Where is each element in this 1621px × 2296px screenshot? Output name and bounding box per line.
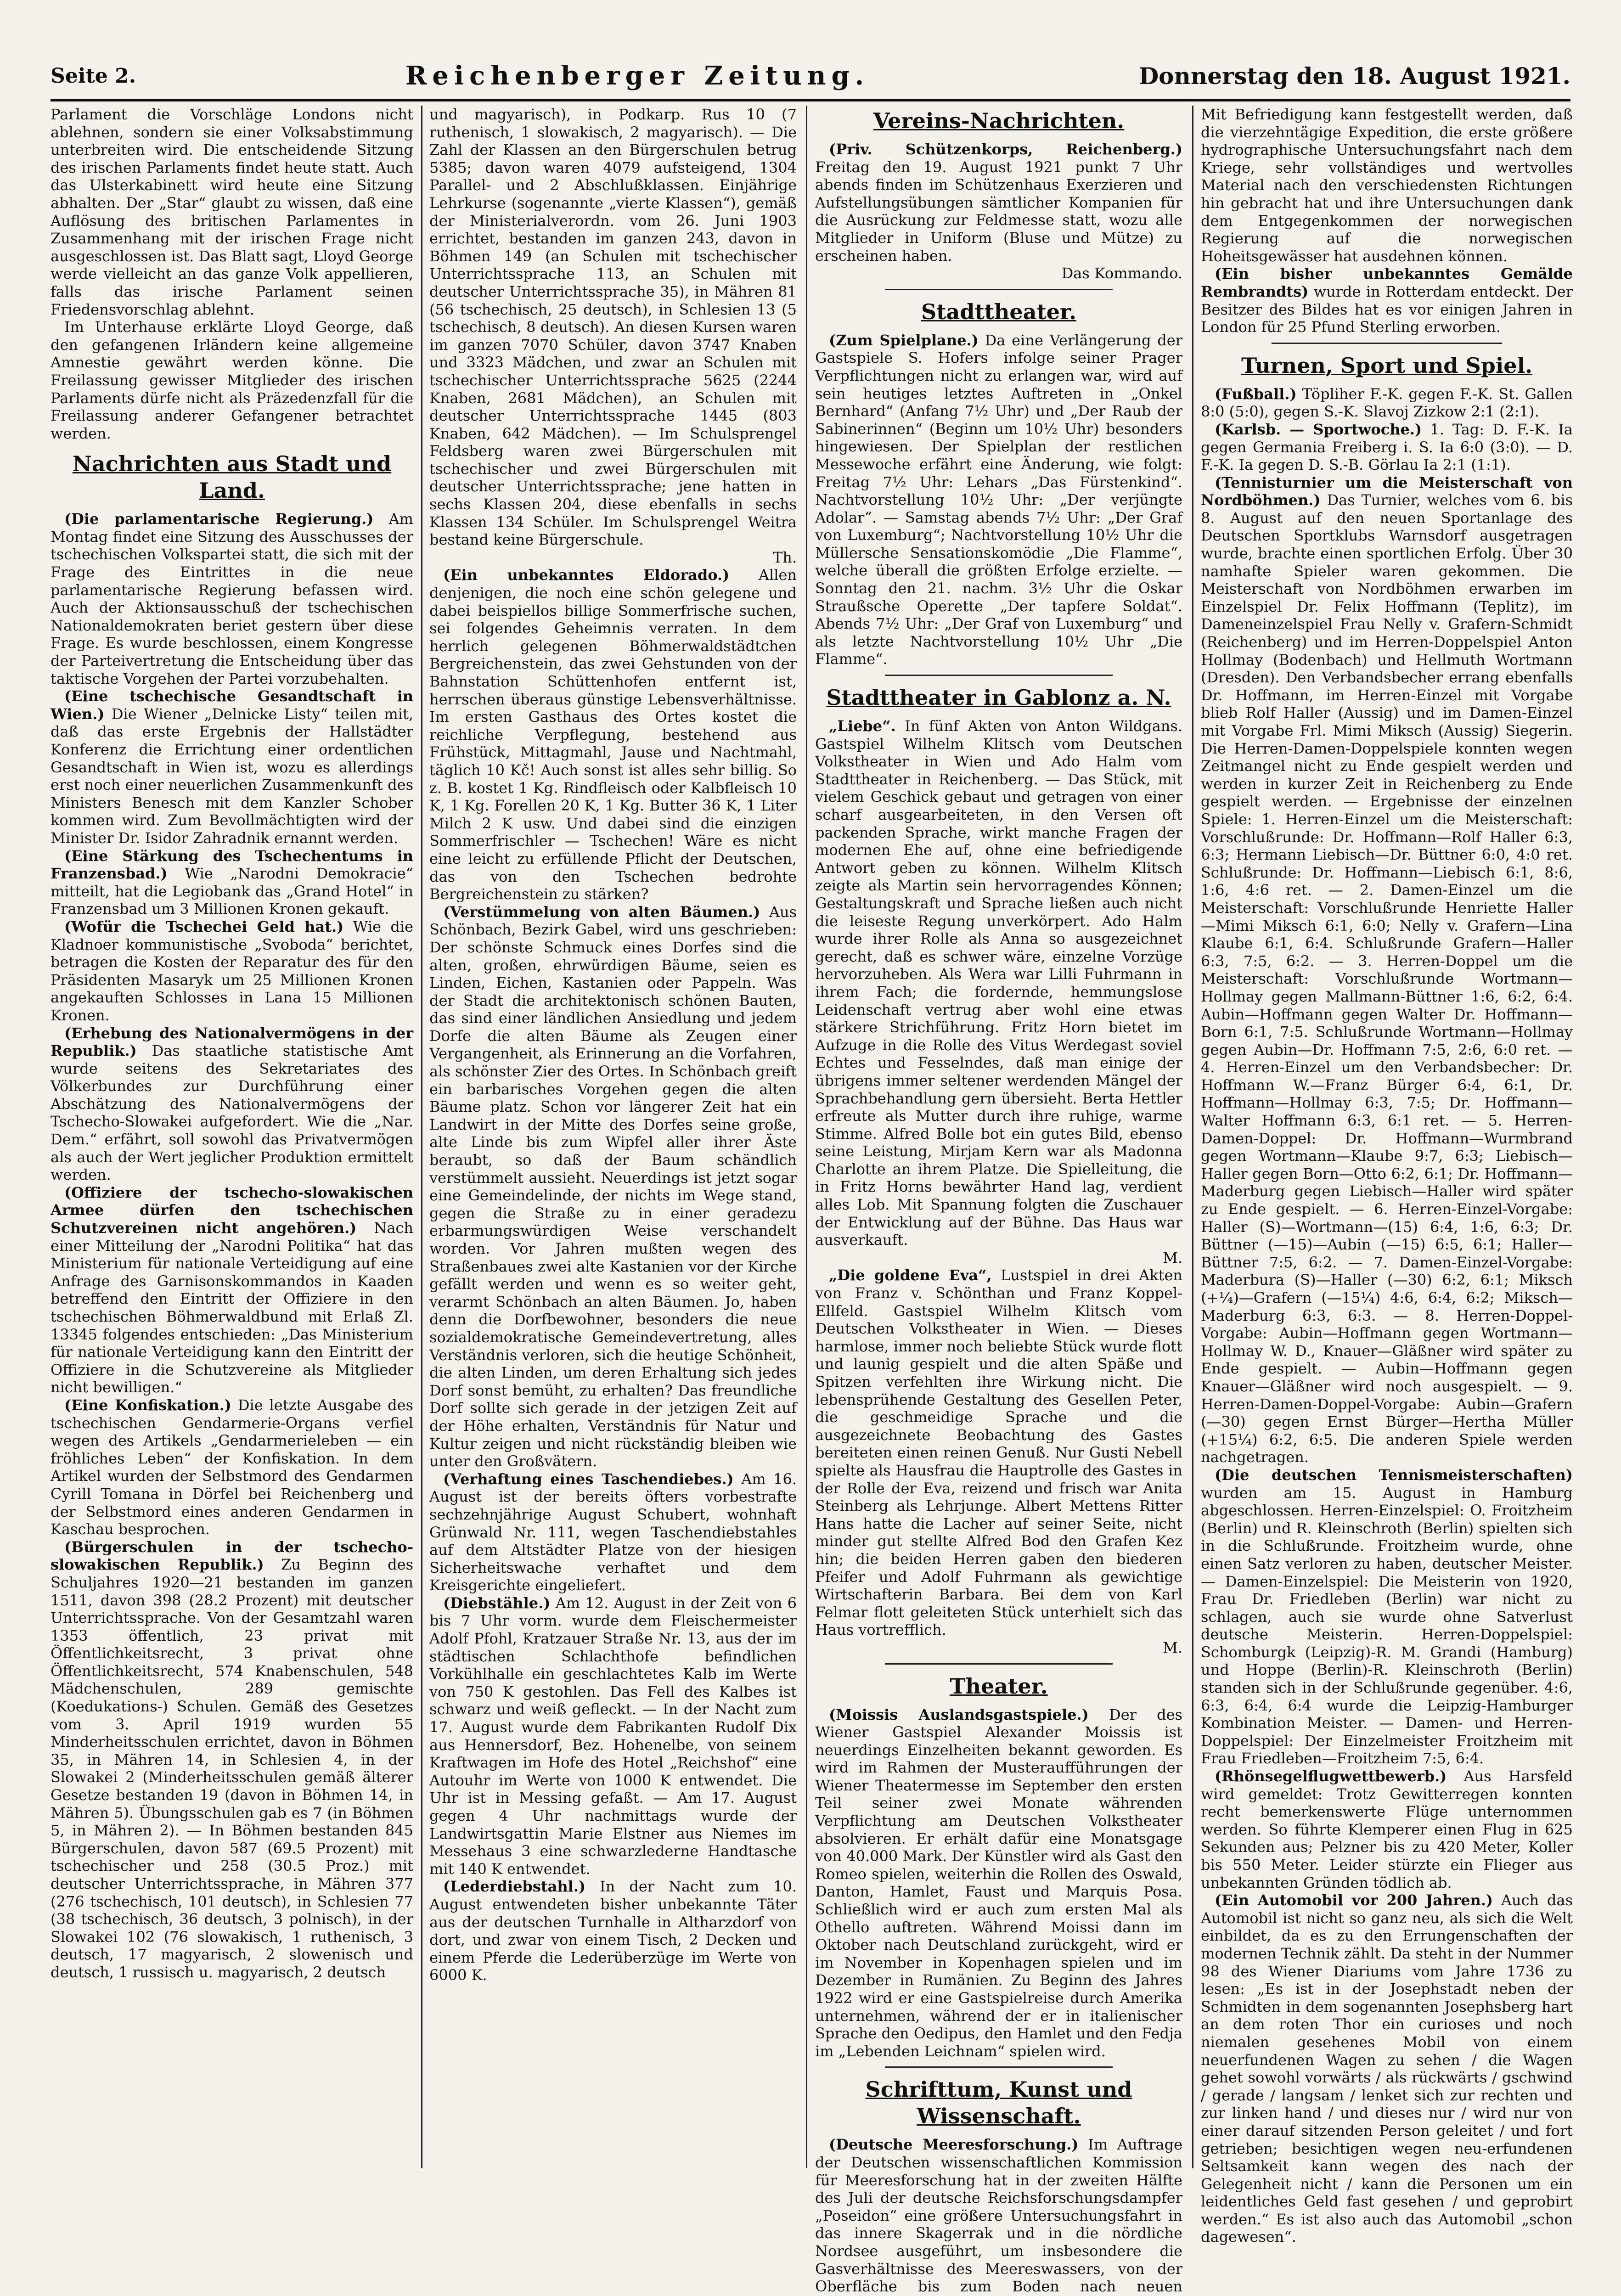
- news-item-body: Am 12. August in der Zeit von 6 bis 7 Uhr vorm. wurde dem Fleischermeister Adolf Pfohl, Kratzauer Straße Nr. 13, aus der im städtischen Schlachthofe befindlichen Vorkühlhalle ein geschlachtetes Kalb im Werte von 750 K gestohlen. Das Fell des Kalbes ist schwarz und weiß gefleckt. — In der Nacht zum 17. August wurde dem Fabrikanten Rudolf Dix aus Hennersdorf, Bez. Hohenelbe, von seinem Kraftwagen im Hofe des Hotel „Reichshof“ eine Autouhr im Werte von 1000 K entwendet. Die Uhr ist in Messing gefaßt. — Am 17. August gegen 4 Uhr nachmittags wurde der Landwirtsgattin Marie Elstner aus Niemes im Messehaus 3 eine schwarzlederne Handtasche mit 140 K entwendet.: [429, 1594, 797, 1878]
- column-3: [815, 106, 1183, 2296]
- column-divider: [1192, 106, 1193, 2168]
- news-item: [815, 1266, 1182, 1638]
- news-item-body: Im Auftrage der Deutschen wissenschaftlichen Kommission für Meeresforschung hat in der zweiten Hälfte des Juli der deutsche Reichsforschungsdampfer „Poseidon“ eine größere Untersuchungsfahrt in das innere Skagerrak und in die nördliche Nordsee ausgeführt, um insbesondere die Gasverhältnisse des Meereswassers, von der Oberfläche bis zum Boden nach neuen: [815, 2136, 1182, 2296]
- column-4: [1201, 106, 1573, 2246]
- page-header: [51, 55, 1570, 96]
- news-item: [51, 847, 413, 918]
- column-divider: [421, 106, 422, 2168]
- news-item: [1201, 1466, 1573, 1767]
- news-item-title: (Die deutschen Tennismeisterschaften): [1215, 1466, 1573, 1484]
- news-item-title: (Rhönsegelflugwettbewerb.): [1215, 1767, 1447, 1785]
- section-heading: Theater.: [950, 1673, 1048, 1699]
- news-item-title: (Wofür die Tschechei Geld hat.): [64, 917, 344, 935]
- news-item-body: Aus Schönbach, Bezirk Gabel, wird uns geschrieben: Der schönste Schmuck eines Dorfes sind die alten, großen, ehrwürdigen Bäume, seien es Linden, Eichen, Kastanien oder Pappeln. Was der Stadt die architektonisch schönen Bauten, das sind einer ländlichen Ansiedlung und jedem Dorfe die alten Bäume als Zeugen einer Vergangenheit, als Erinnerung an die Vorfahren, als schönster Zier des Ortes. In Schönbach greift ein barbarisches Vorgehen gegen die alten Bäume platz. Schon vor längerer Zeit hat ein Landwirt in der Mitte des Dorfes seine große, alte Linde bis zum Wipfel aller ihrer Äste beraubt, so daß der Baum schändlich verstümmelt aussieht. Neuerdings ist jetzt sogar eine Gemeindelinde, der nichts im Wege stand, gegen die Straße zu in einer geradezu erbarmungswürdigen Weise verschandelt worden. Vor Jahren mußten wegen des Straßenbaues zwei alte Kastanien vor der Kirche gefällt werden und wenn es so weiter geht, verarmt Schönbach an alten Bäumen. Jo, haben denn die Dorfbewohner, besonders die neue sozialdemokratische Gemeindevertretung, alles Verständnis verloren, sich die heutige Schönheit, die alten Linden, um deren Erhaltung sich jedes Dorf sonst bemüht, zu erhalten? Das freundliche Dorf sollte sich gerade in der jetzigen Zeit auf der Höhe erhalten, Verständnis für Natur und Kultur zeigen und nicht rückständig bleiben wie unter den Großvätern.: [429, 903, 797, 1470]
- news-item-body: Am 16. August ist der bereits öfters vorbestrafte sechzehnjährige August Schubert, wohnhaft Grünwald Nr. 111, wegen Taschendiebstahles auf dem Altstädter Platze von der hiesigen Sicherheitswache verhaftet und dem Kreisgerichte eingeliefert.: [429, 1470, 797, 1594]
- section-heading: Nachrichten aus Stadt und Land.: [72, 451, 392, 503]
- news-item: [1201, 265, 1573, 336]
- news-item: [51, 687, 413, 847]
- news-item-title: (Eine Stärkung des Tschechentums in Franzensbad.): [51, 847, 413, 883]
- section-heading: Stadttheater.: [921, 299, 1076, 324]
- newspaper-masthead: Reichenberger Zeitung.: [405, 61, 870, 91]
- news-item: [815, 332, 1182, 668]
- news-item: [429, 566, 797, 903]
- news-item: [51, 1024, 413, 1184]
- news-item: [815, 717, 1182, 1249]
- column-1: [51, 106, 413, 2168]
- news-item-title: (Lederdiebstahl.): [443, 1878, 586, 1896]
- news-item-body: wurde in Rotterdam entdeckt. Der Besitzer des Bildes hat es vor einigen Jahren in London für 25 Pfund Sterling erworben.: [1201, 282, 1573, 336]
- news-item-title: (Ein bisher unbekanntes Gemälde Rembrandts): [1201, 265, 1573, 300]
- news-item: [1201, 421, 1573, 474]
- news-item-body: In der Nacht zum 10. August entwendeten bisher unbekannte Täter aus der deutschen Turnhalle in Altharzdorf von dort, und zwar von einem Tisch, 2 Decken und einem Pferde die Lederüberzüge im Werte von 6000 K.: [429, 1878, 797, 1984]
- section-divider: [885, 2066, 1113, 2068]
- section-divider: [1272, 343, 1502, 344]
- section-divider: [885, 675, 1113, 676]
- news-item: [1201, 1767, 1573, 1891]
- news-item: [429, 1878, 797, 1984]
- news-item: [815, 1706, 1182, 2060]
- author-signature: M.: [1163, 1249, 1182, 1266]
- news-item: [1201, 1891, 1573, 2246]
- news-item-title: (Offiziere der tschecho-slowakischen Armee dürfen den tschechischen Schutzvereinen nicht angehören.): [51, 1183, 413, 1237]
- news-item-body: Der des Wiener Gastspiel Alexander Moissis ist neuerdings Einzelheiten bekannt geworden. Es wird im Rahmen der Musteraufführungen der Wiener Theatermesse im September den ersten Teil seiner zwei Monate währenden Verpflichtung am Deutschen Volkstheater absolvieren. Er erhält dafür eine Monatsgage von 40.000 Mark. Der Künstler wird als Gast den Romeo spielen, weiterhin die Rollen des Oswald, Danton, Hamlet, Faust und Marquis Posa. Schließlich wird er auch zum ersten Mal als Othello auftreten. Während Moissi dann im Oktober nach Deutschland zurückgeht, wird er im November in Kopenhagen spielen und im Dezember in Rumänien. Zu Beginn des Jahres 1922 wird er eine Gastspielreise durch Amerika unternehmen, während der er in italienischer Sprache den Oedipus, den Hamlet und den Fedja im „Lebenden Leichnam“ spielen wird.: [815, 1705, 1183, 2060]
- news-item-body: 1. Tag: D. F.-K. Ia gegen Germania Freiberg i. S. Ia 6:0 (3:0). — D. F.-K. Ia gegen D. S.-B. Görlau Ia 2:1 (1:1).: [1201, 420, 1573, 474]
- news-item-body: Am Montag findet eine Sitzung des Ausschusses der tschechischen Volkspartei statt, die sich mit der Frage des Eintrittes in die neue parlamentarische Regierung befassen wird. Auch der Aktionsausschuß der tschechischen Nationaldemokraten beriet gestern über diese Frage. Es wurde beschlossen, einem Kongresse der Parteivertretung die Entscheidung über das taktische Vorgehen der Partei vorzubehalten.: [51, 510, 414, 687]
- news-item-body: Das staatliche statistische Amt wurde seitens des Sekretariates des Völkerbundes zur Durchführung einer Abschätzung des Nationalvermögens der Tschecho-Slowakei aufgefordert. Wie die „Nar. Dem.“ erfährt, soll sowohl das Privatvermögen als auch der Wert jeglicher Produktion ermittelt werden.: [51, 1042, 414, 1184]
- article-paragraph: und magyarisch), in Podkarp. Rus 10 (7 ruthenisch, 1 slowakisch, 2 magyarisch). — Die Zahl der Klassen an den Bürgerschulen betrug 5385; davon waren 4079 aufsteigend, 1304 Parallel- und 2 Abschlußklassen. Einjährige Lehrkurse (sogenannte „vierte Klassen“), gemäß der Ministerialverordn. vom 26. Juni 1903 errichtet, bestanden im ganzen 243, davon in Böhmen 149 (an Schulen mit tschechischer Unterrichtssprache 113, an Schulen mit deutscher Unterrichtssprache 35), in Mähren 81 (56 tschechisch, 25 deutsch), in Schlesien 13 (5 tschechisch, 8 deutsch). An diesen Kursen waren im ganzen 7070 Schüler, davon 3747 Knaben und 3323 Mädchen, und zwar an Schulen mit tschechischer Unterrichtssprache 5625 (2244 Knaben, 2681 Mädchen), an Schulen mit deutscher Unterrichtssprache 1445 (803 Knaben, 642 Mädchen). — Im Schulsprengel Feldsberg waren zwei Bürgerschulen mit tschechischer und zwei Bürgerschulen mit deutscher Unterrichtssprache; jene hatten in sechs Klassen 204, diese ebenfalls in sechs Klassen 134 Schüler. Im Schulsprengel Weitra bestand keine Bürgerschule.: [429, 106, 797, 549]
- news-item-body: Wie „Narodni Demokracie“ mitteilt, hat die Legiobank das „Grand Hotel“ in Franzensbad um 3 Millionen Kronen gekauft.: [51, 865, 414, 918]
- news-item-title: (Bürgerschulen in der tschecho-slowakischen Republik.): [51, 1538, 413, 1574]
- news-item-title: (Tennisturnier um die Meisterschaft von Nordböhmen.): [1201, 473, 1573, 509]
- news-item-body: In fünf Akten von Anton Wildgans. Gastspiel Wilhelm Klitsch vom Deutschen Volkstheater in Wien und Ado Halm vom Stadttheater in Reichenberg. — Das Stück, mit vielem Geschick gebaut und getragen von einer scharf ausgearbeiteten, in den Versen oft packenden Sprache, wirkt manche Fragen der modernen Ehe auf, ohne eine befriedigende Antwort geben zu können. Wilhelm Klitsch zeigte als Martin sein hervorragendes Können; Gestaltungskraft und Sprache ließen auch nicht die leiseste Regung unverkörpert. Ado Halm wurde ihrer Rolle als Anna so ausgezeichnet gerecht, daß es schwer wäre, einzelne Vorzüge hervorzuheben. Als Wera war Lilli Fuhrmann in ihrem Fach; die fordernde, hemmungslose Leidenschaft vertrug aber wohl eine etwas stärkere Strichführung. Fritz Horn bietet im Aufzuge in die Rolle des Vitus Werdegast soviel Echtes und Fesselndes, daß man einige der übrigens immer seltener werdenden Mängel der Sprachbehandlung gern übersieht. Berta Hettler erfreute als Mutter durch ihre ruhige, warme Stimme. Alfred Bolle bot ein gutes Bild, ebenso seine Leistung, Mirjam Kern war als Madonna Charlotte an ihrem Platze. Die Spielleitung, die in Fritz Horns bewährter Hand lag, verdient alles Lob. Mit Spannung folgten die Zuschauer der Entwicklung auf der Bühne. Das Haus war ausverkauft.: [815, 717, 1183, 1249]
- author-signature: Das Kommando.: [1061, 264, 1182, 282]
- news-item-title: (Fußball.): [1215, 385, 1297, 403]
- news-item-title: (Priv. Schützenkorps, Reichenberg.): [829, 141, 1182, 158]
- news-item: [51, 510, 413, 687]
- news-item: [429, 903, 797, 1470]
- news-item-title: (Ein Automobil vor 200 Jahren.): [1215, 1891, 1493, 1909]
- news-item: [1201, 474, 1573, 1466]
- news-item-title: (Erhebung des Nationalvermögens in der Republik.): [51, 1024, 413, 1060]
- news-item-title: „Die goldene Eva“,: [829, 1266, 992, 1284]
- article-paragraph: Parlament die Vorschläge Londons nicht ablehnen, sondern sie einer Volksabstimmung unterbreiten wird. Die entscheidende Sitzung des irischen Parlaments findet heute statt. Auch das Ulsterkabinett wird heute eine Sitzung abhalten. Der „Star“ glaubt zu wissen, daß eine Auflösung des britischen Parlamentes in Zusammenhang mit der irischen Frage nicht ausgeschlossen ist. Das Blatt sagt, Lloyd George werde vielleicht an das ganze Volk appellieren, falls das irische Parlament seinen Friedensvorschlag ablehnt.: [51, 106, 413, 318]
- news-item-body: Aus Harsfeld wird gemeldet: Trotz Gewitterregen konnten recht bemerkenswerte Flüge unternommen werden. So führte Klemperer einen Flug in 625 Sekunden aus; Pelzner bis zu 420 Meter, Koller bis 550 Meter. Leider stürzte ein Flieger aus unbekannten Gründen tödlich ab.: [1201, 1767, 1573, 1891]
- news-item: [1201, 385, 1573, 421]
- news-item-body: Die Wiener „Delnicke Listy“ teilen mit, daß das erste Ergebnis der Hallstädter Konferenz die Errichtung einer ordentlichen Gesandtschaft in Wien ist, wozu es allerdings erst noch einer neuerlichen Zusammenkunft des Ministers Benesch mit dem Kanzler Schober kommen wird. Zum Bevollmächtigten wird der Minister Dr. Isidor Zahradnik ernannt werden.: [51, 705, 414, 847]
- news-item-title: (Moissis Auslandsgastspiele.): [829, 1705, 1089, 1723]
- news-item: [815, 141, 1182, 264]
- author-signature: M.: [1163, 1638, 1182, 1656]
- section-heading: Turnen, Sport und Spiel.: [1241, 353, 1533, 378]
- news-item-body: Allen denjenigen, die noch eine schön gelegene und dabei beispiellos billige Sommerfrische suchen, sei folgendes Geheimnis verraten. In dem herrlich gelegenen Böhmerwaldstädtchen Bergreichenstein, das zwei Gehstunden von der Bahnstation Schüttenhofen entfernt ist, herrschen überaus günstige Lebensverhältnisse. Im ersten Gasthaus des Ortes kostet die reichliche Verpflegung, bestehend aus Frühstück, Mittagmahl, Jause und Nachtmahl, täglich 10 Kč! Auch sonst ist alles sehr billig. So z. B. kostet 1 Kg. Rindfleisch oder Kalbfleisch 10 K, 1 Kg. Forellen 20 K, 1 Kg. Butter 36 K, 1 Liter Milch 2 K usw. Und dabei sind die einzigen Sommerfrischler — Tschechen! Wäre es nicht eine leicht zu erfüllende Pflicht der Deutschen, das von den Tschechen bedrohte Bergreichenstein zu stärken?: [429, 566, 797, 903]
- author-signature: Th.: [772, 548, 797, 566]
- news-item: [51, 1396, 413, 1538]
- section-heading: Stadttheater in Gablonz a. N.: [826, 685, 1171, 710]
- news-item-title: (Diebstähle.): [443, 1594, 551, 1612]
- news-item-title: „Liebe“.: [829, 717, 896, 735]
- news-item-title: (Zum Spielplane.): [829, 331, 979, 349]
- news-item-body: wurden am 15. August in Hamburg abgeschlossen. Herren-Einzelspiel: O. Froitzheim (Berlin) und R. Kleinschroth (Berlin) spielten sich in die Schlußrunde. Froitzheim wurde, ohne einen Satz verloren zu haben, deutscher Meister. — Damen-Einzelspiel: Die Meisterin von 1920, Frau Dr. Friedleben (Berlin) war nicht zu schlagen, auch sie wurde ohne Satverlust deutsche Meisterin. Herren-Doppelspiel: Schomburgk (Leipzig)-R. M. Grandi (Hamburg) und Hoppe (Berlin)-R. Kleinschroth (Berlin) standen sich in der Schlußrunde gegenüber. 4:6, 6:3, 6:4, 6:4 wurde die Leipzig-Hamburger Kombination Meister. — Damen- und Herren-Doppelspiel: Der Einzelmeister Froitzheim mit Frau Friedleben—Froitzheim 7:5, 6:4.: [1201, 1484, 1573, 1767]
- news-item-body: Nach einer Mitteilung der „Narodni Politika“ hat das Ministerium für nationale Verteidigung auf eine Anfrage des Garnisonskommandos in Kaaden betreffend den Eintritt der Offiziere in den tschechischen Böhmerwaldbund mit Erlaß Zl. 13345 folgendes entschieden: „Das Ministerium für nationale Verteidigung kann den Eintritt der Offiziere in die Schutzvereine als Mitglieder nicht bewilligen.“: [51, 1219, 413, 1396]
- column-divider: [806, 106, 807, 2168]
- section-heading: Schrifttum, Kunst und Wissenschaft.: [865, 2077, 1132, 2129]
- column-2: [429, 106, 797, 2168]
- news-item-body: Zu Beginn des Schuljahres 1920—21 bestanden im ganzen 1511, davon 398 (28.2 Prozent) mit deutscher Unterrichtssprache. Von der Gesamtzahl waren 1353 öffentlich, 23 privat mit Öffentlichkeitsrecht, 3 privat ohne Öffentlichkeitsrecht, 574 Knabenschulen, 548 Mädchenschulen, 289 gemischte (Koedukations-) Schulen. Gemäß des Gesetzes vom 3. April 1919 wurden 55 Minderheitsschulen errichtet, davon in Böhmen 35, in Mähren 14, in Schlesien 4, in der Slowakei 2 (Minderheitsschulen gemäß älterer Gesetze bestanden 19 (davon in Böhmen 14, in Mähren 5). Übungsschulen gab es 7 (in Böhmen 5, in Mähren 2). — In Böhmen bestanden 845 Bürgerschulen, davon 587 (69.5 Prozent) mit tschechischer und 258 (30.5 Proz.) mit deutscher Unterrichtssprache, in Mähren 377 (276 tschechisch, 101 deutsch), in Schlesien 77 (38 tschechisch, 36 deutsch, 3 polnisch), in der Slowakei 102 (76 slowakisch, 1 ruthenisch, 3 deutsch, 17 magyarisch, 2 slowenisch und deutsch, 1 russisch u. magyarisch, 2 deutsch: [51, 1556, 414, 1981]
- news-item: [815, 2136, 1182, 2296]
- news-item-body: Auch das Automobil ist nicht so ganz neu, als sich die Welt einbildet, da es zu den Errungenschaften der modernen Technik zählt. Da steht in der Nummer 98 des Wiener Diariums vom Jahre 1736 zu lesen: „Es ist in der Josephstadt neben der Schmidten in dem sogenannten Josephsberg hart an dem roten Thor ein curioses und noch niemalen gesehenes Mobil von einem neuerfundenen Wagen zu sehen / die Wagen gehet sowohl vorwärts / als rückwärts / gschwind / gerade / langsam / lenket sich zur rechten und zur linken hand / und dieses nur / wird nur von einer darauf sitzenden Person geleitet / und fort getrieben; besichtigen wegen neu-erfundenen Seltsamkeit kann wegen des nach der Gelegenheit nicht / kann die Personen um ein leidentliches Geld fast gesehen / und geprobirt werden.“ Es ist also auch das Automobil „schon dagewesen“.: [1201, 1891, 1573, 2246]
- news-item-title: (Eine Konfiskation.): [64, 1396, 231, 1414]
- section-divider: [885, 1663, 1113, 1665]
- article-paragraph: Mit Befriedigung kann festgestellt werden, daß die vierzehntägige Expedition, die erste größere hydrographische Untersuchungsfahrt nach dem Kriege, sehr vollständiges und wertvolles Material nach den verschiedensten Richtungen hin gebracht hat und ihre Untersuchungen dank dem Entgegenkommen der norwegischen Regierung auf die norwegischen Hoheitsgewässer hat ausdehnen können.: [1201, 106, 1573, 265]
- news-item: [429, 1594, 797, 1878]
- news-item-title: (Deutsche Meeresforschung.): [829, 2136, 1079, 2154]
- news-item-title: (Die parlamentarische Regierung.): [64, 510, 374, 528]
- page-number: Seite 2.: [51, 64, 136, 88]
- article-paragraph: Im Unterhause erklärte Lloyd George, daß den gefangenen Irländern keine allgemeine Amnestie gewährt werden könne. Die Freilassung gewisser Mitglieder des irischen Parlaments dürfe nicht als Präzedenzfall für die Freilassung anderer Gefangener betrachtet werden.: [51, 318, 413, 442]
- news-item: [51, 1184, 413, 1396]
- news-item-body: Die letzte Ausgabe des tschechischen Gendarmerie-Organs verfiel wegen des Artikels „Gendarmerieleben — ein fröhliches Leben“ der Konfiskation. In dem Artikel wurden der Selbstmord des Gendarmen Cyrill Tomana in Dörfel bei Reichenberg und der Selbstmord eines anderen Gendarmen in Kaschau besprochen.: [51, 1396, 414, 1538]
- news-item-title: (Verstümmelung von alten Bäumen.): [443, 903, 760, 921]
- news-item: [51, 918, 413, 1024]
- news-item-body: Töpliher F.-K. gegen F.-K. St. Gallen 8:0 (5:0), gegen S.-K. Slavoj Zizkow 2:1 (2:1).: [1201, 385, 1573, 421]
- header-rule: [51, 99, 1570, 101]
- news-item-body: Wie die Kladnoer kommunistische „Svoboda“ berichtet, betragen die Kosten der Reparatur des für den Präsidenten Masaryk um 25 Millionen Kronen angekauften Schlosses in Lana 15 Millionen Kronen.: [51, 917, 414, 1024]
- news-item-body: Da eine Verlängerung der Gastspiele S. Hofers infolge seiner Prager Verpflichtungen nicht zu erlangen war, wird auf sein heutiges letztes Auftreten in „Onkel Bernhard“ (Anfang 7½ Uhr) und „Der Raub der Sabinerinnen“ (Beginn um 10½ Uhr) besonders hingewiesen. Der Spielplan der restlichen Messewoche erfährt eine Änderung, wie folgt: Freitag 7½ Uhr: Lehars „Das Fürstenkind“. Nachtvorstellung 10½ Uhr: „Der verjüngte Adolar“. — Samstag abends 7½ Uhr: „Der Graf von Luxemburg“; Nachtvorstellung 10½ Uhr die Müllersche Sensationskomödie „Die Flamme“, welche überall die größten Erfolge erzielte. — Sonntag den 21. nachm. 3½ Uhr die Oskar Straußsche Operette „Der tapfere Soldat“. Abends 7½ Uhr: „Der Graf von Luxemburg“ und als letzte Nachtvorstellung 10½ Uhr „Die Flamme“.: [815, 331, 1183, 668]
- news-item-title: (Karlsb. — Sportwoche.): [1215, 420, 1422, 438]
- section-divider: [885, 289, 1113, 290]
- news-item-title: (Eine tschechische Gesandtschaft in Wien.): [51, 687, 413, 723]
- news-item-title: (Ein unbekanntes Eldorado.): [443, 566, 730, 584]
- news-item-body: Lustspiel in drei Akten von Franz v. Schönthan und Franz Koppel-Ellfeld. Gastspiel Wilhelm Klitsch vom Deutschen Volkstheater in Wien. — Dieses harmlose, immer noch beliebte Stück wurde flott und launig gespielt und die alten Späße und Spitzen verfehlten ihre Wirkung nicht. Die lebensprühende Gestaltung des Gesellen Peter, die geschmeidige Sprache und die ausgezeichnete Beobachtung des Gastes bereiteten einen reinen Genuß. Nur Gusti Nebell spielte als Hausfrau die Hauptrolle des Gastes in der Rolle der Eva, reizend und frisch war Anita Steinberg als Lehrjunge. Albert Mettens Ritter Hans hatte die Lacher auf seiner Seite, nicht minder gut stellte Alfred Bod den Grafen Kez hin; die beiden Herren gaben den biederen Pfeifer und Adolf Fuhrmann als gewichtige Wirtschafterin Barbara. Bei dem von Karl Felmar flott geleiteten Stück unterhielt sich das Haus vortrefflich.: [815, 1266, 1183, 1639]
- news-item-body: Freitag den 19. August 1921 punkt 7 Uhr abends finden im Schützenhaus Exerzieren und Aufstellungsübungen sämtlicher Kompanien für die Ausrückung zur Feldmesse statt, wozu alle Mitglieder in Uniform (Bluse und Mütze) zu erscheinen haben.: [815, 158, 1182, 264]
- news-item-body: Das Turnier, welches vom 6. bis 8. August auf den neuen Sportanlage des Deutschen Sportklubs Warnsdorf ausgetragen wurde, brachte einen sportlichen Erfolg. Über 30 namhafte Spieler waren gekommen. Die Meisterschaft von Nordböhmen erwarben im Einzelspiel Dr. Felix Hoffmann (Teplitz), im Dameneinzelspiel Frau Nelly v. Grafern-Schmidt (Reichenberg) und im Herren-Doppelspiel Anton Hollmay (Bodenbach) und Hellmuth Wortmann (Dresden). Den Verbandsbecher errang ebenfalls Dr. Hoffmann, im Herren-Einzel mit Vorgabe blieb Rolf Haller (Aussig) und im Damen-Einzel mit Vorgabe Frl. Mimi Miksch (Aussig) Siegerin. Die Herren-Damen-Doppelspiele konnten wegen Zeitmangel nicht zu Ende gespielt werden und werden in kurzer Zeit in Reichenberg zu Ende gespielt werden. — Ergebnisse der einzelnen Spiele: 1. Herren-Einzel um die Meisterschaft: Vorschlußrunde: Dr. Hoffmann—Rolf Haller 6:3, 6:3; Hermann Liebisch—Dr. Büttner 6:0, 4:0 ret. Schlußrunde: Dr. Hoffmann—Liebisch 6:1, 8:6, 1:6, 4:6 ret. — 2. Damen-Einzel um die Meisterschaft: Vorschlußrunde Henriette Haller—Mimi Miksch 6:1, 6:0; Nelly v. Grafern—Lina Klaube 6:1, 6:4. Schlußrunde Grafern—Haller 6:3, 7:5, 6:2. — 3. Herren-Doppel um die Meisterschaft: Vorschlußrunde Wortmann—Hollmay gegen Mallmann-Büttner 1:6, 6:2, 6:4. Aubin—Hoffmann gegen Walter Dr. Hoffmann—Born 6:1, 7:5. Schlußrunde Wortmann—Hollmay gegen Aubin—Dr. Hoffmann 7:5, 2:6, 6:0 ret. — 4. Herren-Einzel um den Verbandsbecher: Dr. Hoffmann W.—Franz Bürger 6:4, 6:1, Dr. Hoffmann—Hollmay 6:3, 7:5; Dr. Hoffmann—Walter Hoffmann 6:3, 6:1 ret. — 5. Herren-Damen-Doppel: Dr. Hoffmann—Wurmbrand gegen Wortmann—Klaube 9:7, 6:3; Liebisch—Haller gegen Born—Otto 6:2, 6:1; Dr. Hoffmann—Maderburg gegen Liebisch—Haller wird später zu Ende gespielt. — 6. Herren-Einzel-Vorgabe: Haller (S)—Wortmann—(15) 6:4, 1:6, 6:3; Dr. Büttner (—15)—Aubin (—15) 6:5, 6:1; Haller—Büttner 7:5, 6:2. — 7. Damen-Einzel-Vorgabe: Maderbura (S)—Haller (—30) 6:2, 6:1; Miksch (+¼)—Grafern (—15¼) 4:6, 6:4, 6:2; Miksch—Maderburg 6:3, 6:3. — 8. Herren-Doppel-Vorgabe: Aubin—Hoffmann gegen Wortmann—Hollmay W. D., Knauer—Gläßner wird später zu Ende gespielt. — Aubin—Hoffmann gegen Knauer—Gläßner wird noch ausgespielt. — 9. Herren-Damen-Doppel-Vorgabe: Aubin—Grafern (—30) gegen Ernst Bürger—Hertha Müller (+15¼) 6:2, 6:5. Die anderen Spiele werden nachgetragen.: [1201, 491, 1573, 1466]
- news-item: [51, 1538, 413, 1981]
- issue-date: Donnerstag den 18. August 1921.: [1138, 62, 1570, 90]
- section-heading: Vereins-Nachrichten.: [873, 108, 1125, 133]
- news-item: [429, 1470, 797, 1594]
- news-item-title: (Verhaftung eines Taschendiebes.): [443, 1470, 734, 1488]
